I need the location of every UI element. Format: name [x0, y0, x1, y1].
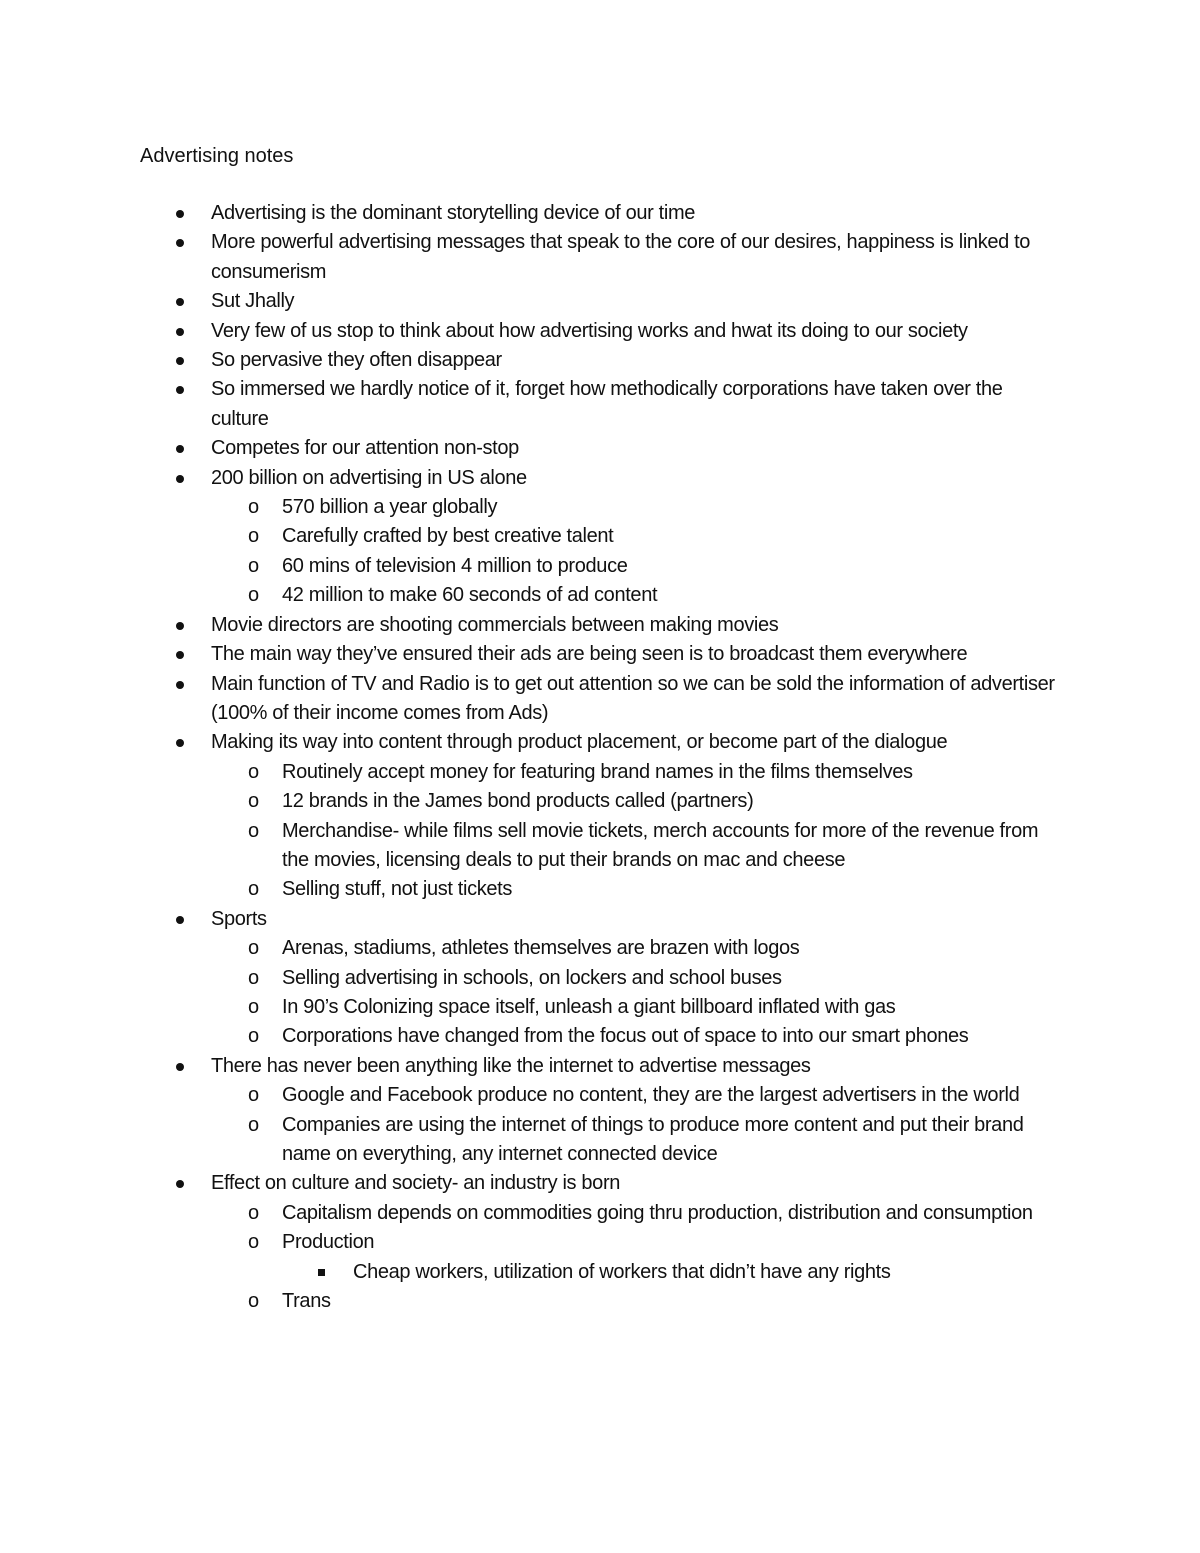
bullet-circle-icon: o: [248, 1113, 259, 1136]
list-item: [0, 581, 1062, 610]
bullet-circle-icon: o: [248, 819, 259, 842]
bullet-circle-icon: o: [248, 1025, 259, 1048]
bullet-dot-icon: [176, 739, 184, 747]
bullet-circle-icon: o: [248, 966, 259, 989]
list-item: [0, 287, 1061, 316]
list-item-text: Cheap workers, utilization of workers that didn’t have any rights: [353, 1260, 891, 1283]
list-item: [0, 1022, 1062, 1051]
list-item: [0, 228, 1061, 287]
list-item: [0, 964, 1062, 993]
list-item: [0, 905, 1061, 934]
list-item-text: 42 million to make 60 seconds of ad content: [282, 584, 658, 607]
list-item: [0, 1199, 1062, 1228]
list-item: [0, 1287, 1062, 1316]
bullet-dot-icon: [176, 916, 184, 924]
list-item: [0, 522, 1062, 551]
bullet-dot-icon: [176, 386, 184, 394]
bullet-dot-icon: [176, 357, 184, 365]
list-item: [0, 817, 1062, 876]
list-item: [0, 758, 1062, 787]
list-item: [0, 670, 1061, 729]
list-item: [0, 640, 1061, 669]
bullet-circle-icon: o: [248, 1084, 259, 1107]
list-item-text: Effect on culture and society- an industry is born: [211, 1172, 621, 1195]
bullet-dot-icon: [176, 328, 184, 336]
list-item: [0, 787, 1062, 816]
list-item-text: Selling stuff, not just tickets: [282, 878, 513, 901]
bullet-dot-icon: [176, 651, 184, 659]
list-item: [0, 728, 1061, 757]
bullet-dot-icon: [176, 445, 184, 453]
list-item-text: 570 billion a year globally: [282, 496, 498, 519]
list-item: [0, 1081, 1062, 1110]
bullet-circle-icon: o: [248, 1231, 259, 1254]
bullet-circle-icon: o: [248, 496, 259, 519]
list-item: [0, 464, 1061, 493]
list-item: [0, 1228, 1062, 1257]
bullet-dot-icon: [176, 239, 184, 247]
list-item-text: Advertising is the dominant storytelling device of our time: [211, 202, 696, 224]
list-item-text: 12 brands in the James bond products called (partners): [282, 790, 754, 813]
list-item: [0, 934, 1062, 963]
list-item-text: The main way they’ve ensured their ads are being seen is to broadcast them everywhere: [211, 643, 968, 666]
bullet-circle-icon: o: [248, 995, 259, 1018]
notes-list: [0, 199, 1200, 1316]
list-item-text: Merchandise- while films sell movie tickets, merch accounts for more of the revenue from the movies, licensing deals to put their brands on mac and cheese: [282, 819, 1039, 871]
list-item-text: Competes for our attention non-stop: [211, 437, 519, 460]
list-item-text: Trans: [282, 1290, 331, 1313]
list-item: [0, 493, 1062, 522]
list-item-text: Companies are using the internet of things to produce more content and put their brand name on everything, any internet connected device: [282, 1113, 1024, 1165]
list-item-text: Corporations have changed from the focus out of space to into our smart phones: [282, 1025, 969, 1048]
bullet-dot-icon: [176, 681, 184, 689]
bullet-square-icon: [318, 1269, 325, 1276]
list-item-text: Google and Facebook produce no content, they are the largest advertisers in the world: [282, 1084, 1020, 1107]
list-item-text: Capitalism depends on commodities going thru production, distribution and consumption: [282, 1201, 1033, 1224]
list-item-text: Carefully crafted by best creative talent: [282, 525, 614, 548]
list-item: [0, 1169, 1061, 1198]
bullet-circle-icon: o: [248, 760, 259, 783]
list-item: [0, 1111, 1062, 1170]
list-item-text: Arenas, stadiums, athletes themselves are brazen with logos: [282, 937, 800, 960]
list-item: [0, 552, 1062, 581]
list-item: [0, 1052, 1061, 1081]
list-item-text: Sut Jhally: [211, 290, 295, 313]
list-item-text: Production: [282, 1231, 375, 1254]
list-item: [0, 375, 1061, 434]
list-item-text: 60 mins of television 4 million to produce: [282, 554, 628, 577]
bullet-dot-icon: [176, 622, 184, 630]
bullet-circle-icon: o: [248, 1201, 259, 1224]
bullet-circle-icon: o: [248, 525, 259, 548]
list-item-text: In 90’s Colonizing space itself, unleash a giant billboard inflated with gas: [282, 995, 896, 1018]
bullet-dot-icon: [176, 475, 184, 483]
bullet-dot-icon: [176, 298, 184, 306]
bullet-dot-icon: [176, 1180, 184, 1188]
list-item-text: More powerful advertising messages that speak to the core of our desires, happiness is linked to consumerism: [211, 231, 1031, 283]
list-item-text: Main function of TV and Radio is to get out attention so we can be sold the information of advertiser (100% of their income comes from Ads): [211, 672, 1055, 724]
list-item-text: So pervasive they often disappear: [211, 349, 502, 372]
bullet-circle-icon: o: [248, 584, 259, 607]
list-item-text: Selling advertising in schools, on lockers and school buses: [282, 966, 782, 989]
list-item-text: 200 billion on advertising in US alone: [211, 466, 527, 489]
list-item-text: Making its way into content through product placement, or become part of the dialogue: [211, 731, 948, 754]
list-item-text: There has never been anything like the internet to advertise messages: [211, 1054, 811, 1077]
list-item: [0, 434, 1061, 463]
bullet-circle-icon: o: [248, 790, 259, 813]
document-title: Advertising notes: [140, 145, 294, 167]
list-item-text: Sports: [211, 907, 267, 930]
list-item: [0, 1258, 1063, 1287]
list-item: [0, 875, 1062, 904]
bullet-circle-icon: o: [248, 937, 259, 960]
list-item: [0, 317, 1061, 346]
bullet-dot-icon: [176, 1063, 184, 1071]
bullet-circle-icon: o: [248, 1290, 259, 1313]
list-item: [0, 199, 1061, 228]
list-item-text: Movie directors are shooting commercials between making movies: [211, 613, 779, 636]
list-item: [0, 346, 1061, 375]
bullet-dot-icon: [176, 210, 184, 218]
list-item-text: Routinely accept money for featuring brand names in the films themselves: [282, 760, 913, 783]
list-item: [0, 993, 1062, 1022]
bullet-circle-icon: o: [248, 554, 259, 577]
list-item: [0, 611, 1061, 640]
list-item-text: Very few of us stop to think about how advertising works and hwat its doing to our society: [211, 319, 968, 342]
list-item-text: So immersed we hardly notice of it, forget how methodically corporations have taken over the culture: [211, 378, 1003, 430]
bullet-circle-icon: o: [248, 878, 259, 901]
